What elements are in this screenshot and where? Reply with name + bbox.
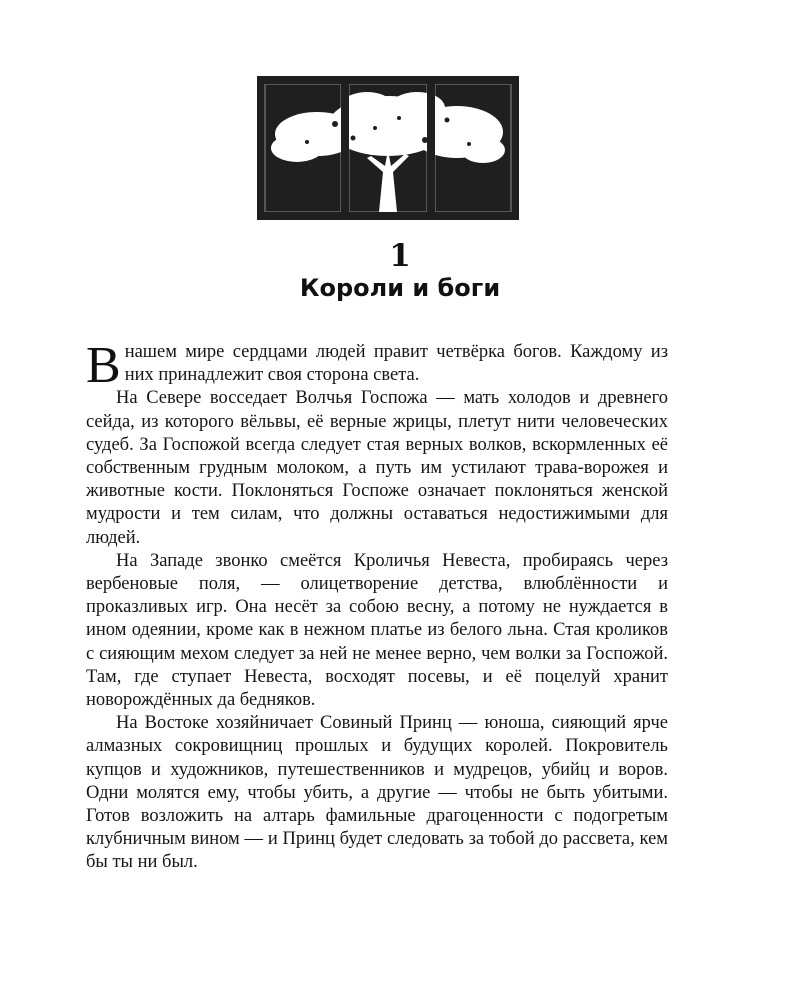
- chapter-title: Короли и боги: [299, 274, 501, 302]
- paragraph-3: На Западе звонко смеётся Кроличья Невеста, пробираясь через вербеновые поля, — олицетворение детства, влюблённости и проказливых игр. Она несёт за собою весну, а потому не нуждается в ином одеянии, кроме как в нежном платье из белого льна. Стая кроликов с сияющим мехом следует за ней не менее верно, чем волки за Госпожой. Там, где ступает Невеста, восходят посевы, и её поцелуй хранит новорождённых да бедняков.: [86, 550, 668, 711]
- drop-cap: В: [86, 337, 121, 394]
- paragraph-4: На Востоке хозяйничает Совиный Принц — юноша, сияющий ярче алмазных сокровищниц прошлых и будущих королей. Покровитель купцов и художников, путешественников и мудрецов, убийц и воров. Одни молятся ему, чтобы убить, а другие — чтобы не быть убитыми. Готов возложить на алтарь фамильные драгоценности с подогретым клубничным вином — и Принц будет следовать за тобой до рассвета, кем бы ты ни был.: [86, 713, 668, 873]
- paragraph-1-text: нашем мире сердцами людей правит четвёрка богов. Каждому из них принадлежит своя сторона света.: [124, 342, 668, 386]
- chapter-body: [86, 337, 668, 875]
- chapter-number: 1: [389, 238, 411, 274]
- paragraph-2: На Севере восседает Волчья Госпожа — мать холодов и древнего сейда, из которого вёльвы, её верные жрицы, плетут нити человеческих судеб. За Госпожой всегда следует стая верных волков, вскормленных её собственным грудным молоком, а путь им устилают трава-ворожея и животные кости. Поклоняться Госпоже означает поклоняться женской мудрости и тем силам, что должны оставаться недостижимыми для людей.: [86, 388, 668, 548]
- tree-triptych-icon: [257, 76, 519, 220]
- paragraph-1: [86, 337, 668, 394]
